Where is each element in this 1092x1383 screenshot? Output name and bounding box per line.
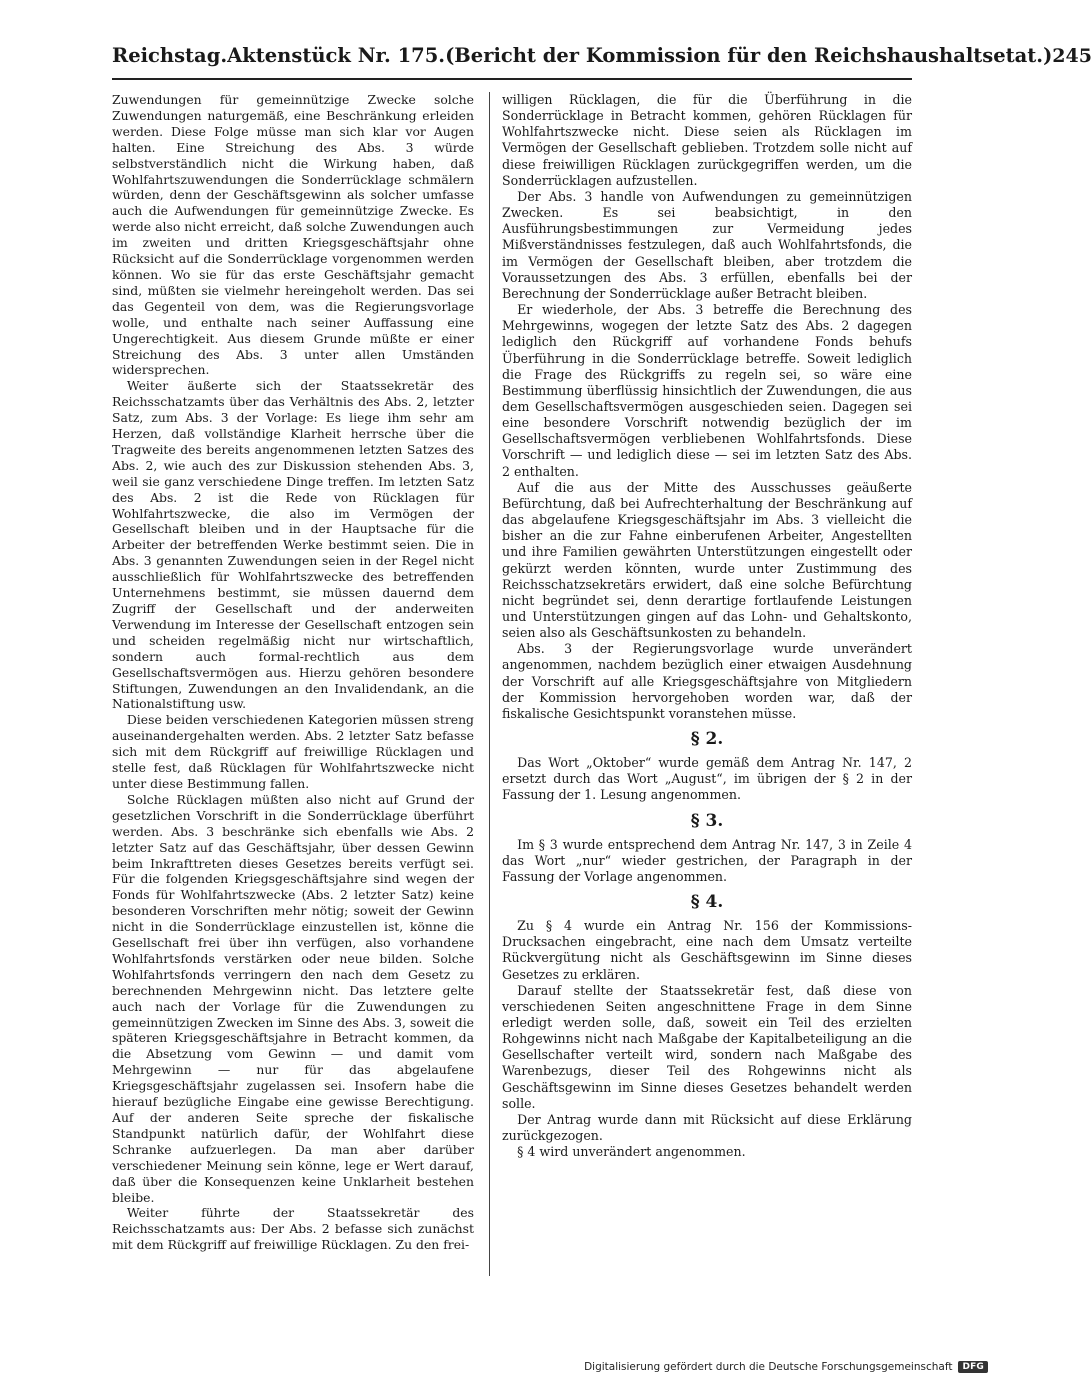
- footer-credit-text: Digitalisierung gefördert durch die Deutsche Forschungsgemeinschaft: [584, 1361, 953, 1373]
- paragraph: Abs. 3 der Regierungsvorlage wurde unverändert angenommen, nachdem bezüglich einer etwaigen Ausdehnung der Vorschrift auf alle Kriegsgeschäftsjahre von Mitgliedern der Kommission hervorgehoben worden war, daß der fiskalische Gesichtspunkt voranstehen müsse.: [502, 641, 912, 721]
- paragraph: Der Antrag wurde dann mit Rücksicht auf diese Erklärung zurückgezogen.: [502, 1111, 912, 1144]
- running-header: [112, 44, 1092, 80]
- paragraph: Zuwendungen für gemeinnützige Zwecke solche Zuwendungen naturgemäß, eine Beschränkung erleiden werden. Diese Folge müsse man sich klar vor Augen halten. Eine Streichung des Abs. 3 würde selbstverständlich nicht die Wirkung haben, daß Wohlfahrtszuwendungen die Sonderrücklage schmälern würden, denn der Geschäftsgewinn als solcher umfasse auch die Aufwendungen für gemeinnützige Zwecke. Es werde also nicht erreicht, daß solche Zuwendungen auch im zweiten und dritten Kriegsgeschäftsjahr ohne Rücksicht auf die Sonderrücklage vorgenommen werden können. Wo sie für das erste Geschäftsjahr gemacht sind, müßten sie vielmehr hereingeholt werden. Das sei das Gegenteil von dem, was die Regierungsvorlage wolle, und enthalte nach seiner Auffassung eine Ungerechtigkeit. Aus diesem Grunde müßte er einer Streichung des Abs. 3 unter allen Umständen widersprechen.: [112, 92, 474, 378]
- section-heading: § 2.: [690, 729, 724, 750]
- header-document-number: Aktenstück Nr. 175.: [227, 44, 446, 67]
- paragraph: Solche Rücklagen müßten also nicht auf Grund der gesetzlichen Vorschrift in die Sonderrücklage überführt werden. Abs. 3 beschränke sich ebenfalls wie Abs. 2 letzter Satz auf das Geschäftsjahr, über dessen Gewinn beim Inkrafttreten dieses Gesetzes bereits verfügt sei. Für die folgenden Kriegsgeschäftsjahre sind wegen der Fonds für Wohlfahrtszwecke (Abs. 2 letzter Satz) keine besonderen Vorschriften mehr nötig; soweit der Gewinn nicht in die Sonderrücklage einzustellen ist, könne die Gesellschaft frei über ihn verfügen, also vorhandene Wohlfahrtsfonds verstärken oder neue bilden. Solche Wohlfahrtsfonds verringern den nach dem Gesetz zu berechnenden Mehrgewinn nicht. Das letztere gelte auch nach der Vorlage für die Zuwendungen zu gemeinnützigen Zwecken im Sinne des Abs. 3, soweit die späteren Kriegsgeschäftsjahre in Betracht kommen, da die Absetzung vom Gewinn — und damit vom Mehrgewinn — nur für das abgelaufene Kriegsgeschäftsjahr zugelassen sei. Insofern habe die hierauf bezügliche Eingabe eine gewisse Berechtigung. Auf der anderen Seite spreche der fiskalische Standpunkt natürlich dafür, der Wohlfahrt diese Schranke aufzuerlegen. Da man aber darüber verschiedener Meinung sein könne, lege er Wert darauf, daß über die Konsequenzen keine Unklarheit bestehen bleibe.: [112, 791, 474, 1205]
- dfg-logo: DFG: [958, 1361, 988, 1373]
- paragraph: Der Abs. 3 handle von Aufwendungen zu gemeinnützigen Zwecken. Es sei beabsichtigt, in den Ausführungsbestimmungen zur Vermeidung jedes Mißverständnisses festzulegen, daß auch Wohlfahrtsfonds, die im Vermögen der Gesellschaft bleiben, aber trotzdem die Voraussetzungen des Abs. 3 erfüllen, ebenfalls bei der Berechnung der Sonderrücklage außer Betracht bleiben.: [502, 188, 912, 301]
- header-reichstag: Reichstag.: [112, 44, 228, 67]
- paragraph: Im § 3 wurde entsprechend dem Antrag Nr. 147, 3 in Zeile 4 das Wort „nur“ wieder gestrichen, der Paragraph in der Fassung der Vorlage angenommen.: [502, 836, 912, 884]
- column-divider: [489, 92, 490, 1276]
- paragraph: Zu § 4 wurde ein Antrag Nr. 156 der Kommissions-Drucksachen eingebracht, eine nach dem Umsatz verteilte Rückvergütung nicht als Geschäftsgewinn im Sinne dieses Gesetzes zu erklären.: [502, 918, 912, 982]
- paragraph: Er wiederhole, der Abs. 3 betreffe die Berechnung des Mehrgewinns, wogegen der letzte Satz des Abs. 2 dagegen lediglich den Rückgriff auf vorhandene Fonds behufs Überführung in die Sonderrücklage betreffe. Soweit lediglich die Frage des Rückgriffs zu regeln sei, so wäre eine Bestimmung überflüssig hinsichtlich der Zuwendungen, die aus dem Gesellschaftsvermögen ausgeschieden seien. Dagegen sei eine besondere Vorschrift notwendig bezüglich der im Gesellschaftsvermögen verbliebenen Wohlfahrtsfonds. Diese Vorschrift — und lediglich diese — sei im letzten Satz des Abs. 2 enthalten.: [502, 302, 912, 479]
- paragraph: § 4 wird unverändert angenommen.: [517, 1144, 746, 1160]
- paragraph: willigen Rücklagen, die für die Überführung in die Sonderrücklage in Betracht kommen, gehören Rücklagen für Wohlfahrtszwecke nicht. Diese seien als Rücklagen im Vermögen der Gesellschaft geblieben. Trotzdem solle nicht auf diese freiwilligen Rücklagen zurückgegriffen werden, um die Sonderrücklagen aufzustellen.: [502, 92, 912, 188]
- paragraph: Das Wort „Oktober“ wurde gemäß dem Antrag Nr. 147, 2 ersetzt durch das Wort „August“, im übrigen der § 2 in der Fassung der 1. Lesung angenommen.: [502, 755, 912, 803]
- page-number: 245: [1052, 45, 1092, 67]
- paragraph: Diese beiden verschiedenen Kategorien müssen streng auseinandergehalten werden. Abs. 2 letzter Satz befasse sich mit dem Rückgriff auf freiwillige Rücklagen und stelle fest, daß Rücklagen für Wohlfahrtszwecke nicht unter diese Bestimmung fallen.: [112, 712, 474, 791]
- paragraph: Auf die aus der Mitte des Ausschusses geäußerte Befürchtung, daß bei Aufrechterhaltung der Beschränkung auf das abgelaufene Kriegsgeschäftsjahr im Abs. 3 vielleicht die bisher an die zur Fahne einberufenen Arbeiter, Angestellten und ihre Familien gewährten Unterstützungen eingestellt oder gekürzt werden könnten, wurde unter Zustimmung des Reichsschatzsekretärs erwidert, daß eine solche Befürchtung nicht begründet sei, denn derartige fortlaufende Leistungen und Unterstützungen gingen auf das Lohn- und Gehaltskonto, seien also als Geschäftsunkosten zu behandeln.: [502, 479, 912, 641]
- paragraph: Darauf stellte der Staatssekretär fest, daß diese von verschiedenen Seiten angeschnittene Frage in dem Sinne erledigt werden solle, daß, soweit ein Teil des erzielten Rohgewinns nicht nach Maßgabe der Kapitalbeteiligung an die Gesellschafter verteilt wird, sondern nach Maßgabe des Warenbezugs, dieser Teil des Rohgewinns nicht als Geschäftsgewinn im Sinne dieses Gesetzes behandelt werden solle.: [502, 982, 912, 1111]
- paragraph: Weiter äußerte sich der Staatssekretär des Reichsschatzamts über das Verhältnis des Abs. 2, letzter Satz, zum Abs. 3 der Vorlage: Es liege ihm sehr am Herzen, daß vollständige Klarheit herrsche über die Tragweite des bereits angenommenen letzten Satzes des Abs. 2, wie auch des zur Diskussion stehenden Abs. 3, weil sie ganz verschiedene Dinge treffen. Im letzten Satz des Abs. 2 ist die Rede von Rücklagen für Wohlfahrtszwecke, die also im Vermögen der Gesellschaft bleiben und in der Hauptsache für die Arbeiter der betreffenden Werke bestimmt seien. Die in Abs. 3 genannten Zuwendungen seien in der Regel nicht ausschließlich für Wohlfahrtszwecke des betreffenden Unternehmens bestimmt, sie müssen dauernd dem Zugriff der Gesellschaft und der anderweiten Verwendung im Interesse der Gesellschaft entzogen sein und scheiden regelmäßig nicht nur wirtschaftlich, sondern auch formal-rechtlich aus dem Gesellschaftsvermögen aus. Hierzu gehören besondere Stiftungen, Zuwendungen an den Invalidendank, an die Nationalstiftung usw.: [112, 378, 474, 712]
- left-column: [112, 92, 474, 1253]
- section-heading: § 3.: [690, 810, 724, 831]
- section-heading: § 4.: [690, 892, 724, 913]
- paragraph: Weiter führte der Staatssekretär des Reichsschatzamts aus: Der Abs. 2 befasse sich zunächst mit dem Rückgriff auf freiwillige Rücklagen. Zu den frei-: [112, 1205, 474, 1253]
- header-report-title: (Bericht der Kommission für den Reichshaushaltsetat.): [445, 44, 1053, 67]
- right-column: [502, 92, 912, 1160]
- footer-credit: [584, 1361, 988, 1373]
